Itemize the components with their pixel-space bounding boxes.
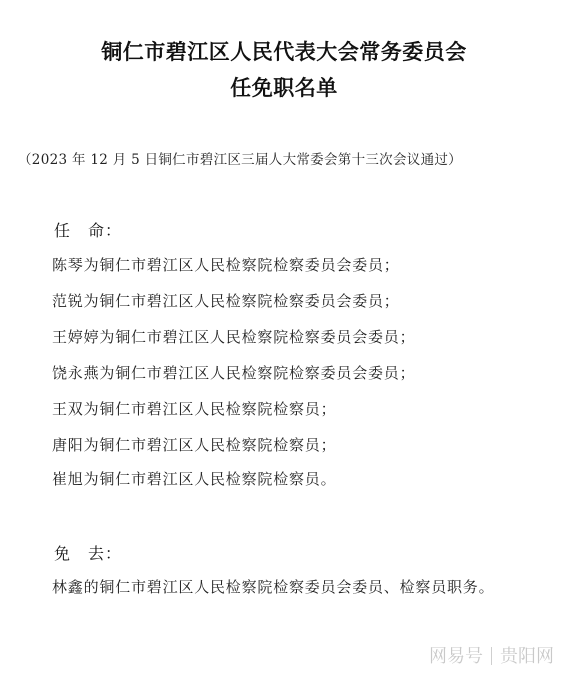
watermark-left: 网易号: [429, 646, 483, 667]
watermark-divider: [491, 647, 492, 665]
remove-heading: 免 去：: [54, 544, 123, 563]
appoint-item: 唐阳为铜仁市碧江区人民检察院检察员；: [52, 436, 337, 454]
appoint-item: 王双为铜仁市碧江区人民检察院检察员；: [52, 400, 337, 418]
appoint-item: 饶永燕为铜仁市碧江区人民检察院检察委员会委员；: [52, 364, 416, 382]
appoint-item: 陈琴为铜仁市碧江区人民检察院检察委员会委员；: [52, 256, 400, 274]
meeting-note: （2023 年 12 月 5 日铜仁市碧江区三届人大常委会第十三次会议通过）: [18, 152, 462, 168]
appoint-item: 范锐为铜仁市碧江区人民检察院检察委员会委员；: [52, 292, 400, 310]
appoint-item: 王婷婷为铜仁市碧江区人民检察院检察委员会委员；: [52, 328, 416, 346]
title-line-1: 铜仁市碧江区人民代表大会常务委员会: [101, 40, 467, 64]
appoint-heading: 任 命：: [54, 221, 123, 240]
remove-text: 林鑫的铜仁市碧江区人民检察院检察委员会委员、检察员职务。: [52, 578, 495, 596]
title-line-2: 任免职名单: [230, 76, 338, 100]
source-watermark: [429, 642, 554, 668]
watermark-right: 贵阳网: [500, 646, 554, 667]
appoint-item: 崔旭为铜仁市碧江区人民检察院检察员。: [52, 470, 337, 488]
